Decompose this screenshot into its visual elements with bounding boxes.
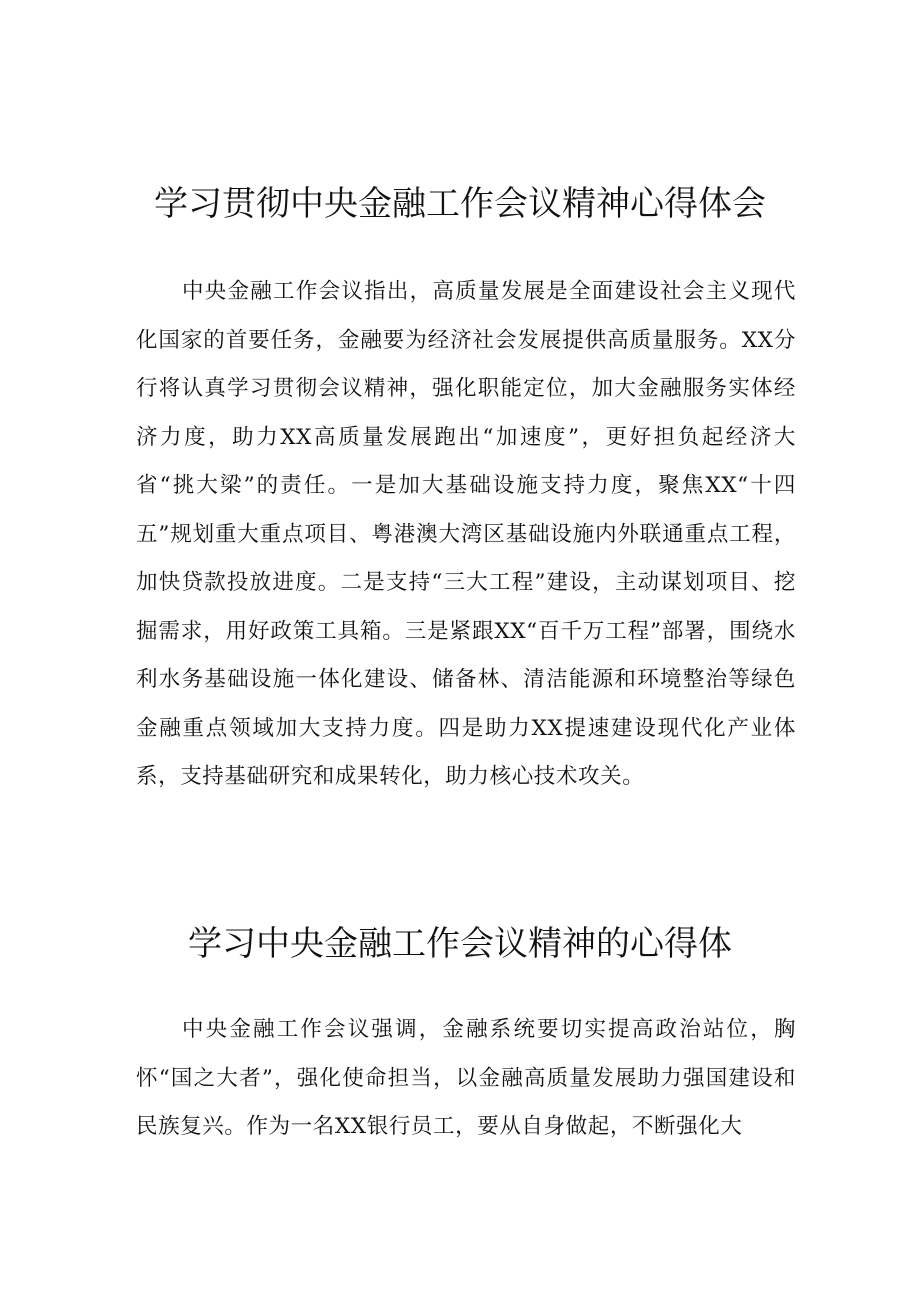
section-2-title: 学习中央金融工作会议精神的心得体	[188, 924, 732, 964]
section-1-title: 学习贯彻中央金融工作会议精神心得体会	[154, 184, 766, 224]
section-1-body: 中央金融工作会议指出，高质量发展是全面建设社会主义现代化国家的首要任务，金融要为经济社会发展提供高质量服务。XX分行将认真学习贯彻会议精神，强化职能定位，加大金融服务实体经济力度，助力XX高质量发展跑出“加速度”，更好担负起经济大省“挑大梁”的责任。一是加大基础设施支持力度，聚焦XX“十四五”规划重大重点项目、粤港澳大湾区基础设施内外联通重点工程，加快贷款投放进度。二是支持“三大工程”建设，主动谋划项目、挖掘需求，用好政策工具箱。三是紧跟XX“百千万工程”部署，围绕水利水务基础设施一体化建设、储备林、清洁能源和环境整治等绿色金融重点领域加大支持力度。四是助力XX提速建设现代化产业体系，支持基础研究和成果转化，助力核心技术攻关。	[136, 279, 796, 789]
section-2-body: 中央金融工作会议强调，金融系统要切实提高政治站位，胸怀“国之大者”，强化使命担当，以金融高质量发展助力强国建设和民族复兴。作为一名XX银行员工，要从自身做起，不断强化大	[136, 1017, 796, 1139]
